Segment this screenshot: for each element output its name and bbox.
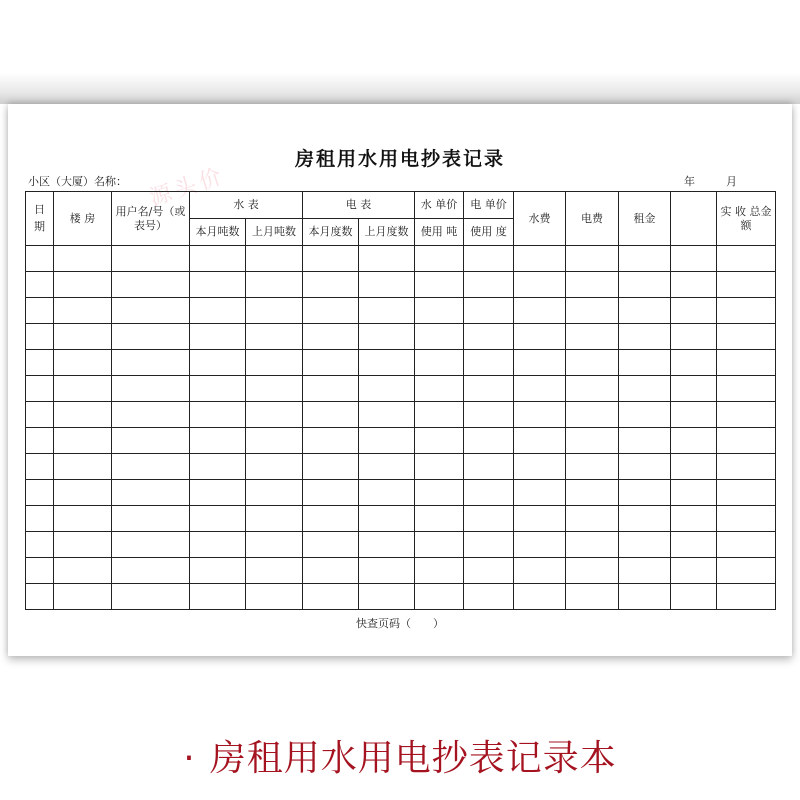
table-cell[interactable]	[26, 480, 54, 506]
table-cell[interactable]	[190, 298, 246, 324]
table-cell[interactable]	[671, 246, 717, 272]
table-row	[26, 272, 776, 298]
table-cell[interactable]	[303, 298, 359, 324]
table-cell[interactable]	[54, 584, 112, 610]
table-cell[interactable]	[464, 506, 514, 532]
table-cell[interactable]	[26, 272, 54, 298]
table-cell[interactable]	[112, 480, 190, 506]
table-cell[interactable]	[112, 298, 190, 324]
header-electric-meter: 电 表	[303, 192, 415, 219]
table-cell[interactable]	[464, 480, 514, 506]
table-cell[interactable]	[619, 376, 671, 402]
table-row	[26, 324, 776, 350]
table-cell[interactable]	[671, 428, 717, 454]
table-cell[interactable]	[190, 506, 246, 532]
table-cell[interactable]	[717, 532, 776, 558]
header-water-meter: 水 表	[190, 192, 303, 219]
header-total: 实 收 总金额	[717, 192, 776, 246]
watermark: 源头价	[146, 163, 229, 212]
table-cell[interactable]	[190, 532, 246, 558]
table-cell[interactable]	[671, 584, 717, 610]
table-cell[interactable]	[415, 584, 464, 610]
table-cell[interactable]	[514, 376, 566, 402]
table-cell[interactable]	[112, 272, 190, 298]
table-cell[interactable]	[190, 402, 246, 428]
table-cell[interactable]	[190, 376, 246, 402]
table-cell[interactable]	[619, 480, 671, 506]
table-cell[interactable]	[112, 428, 190, 454]
table-cell[interactable]	[619, 246, 671, 272]
table-cell[interactable]	[26, 454, 54, 480]
background-top	[0, 0, 800, 104]
table-cell[interactable]	[671, 350, 717, 376]
table-cell[interactable]	[303, 584, 359, 610]
ledger-sheet	[8, 104, 792, 656]
table-cell[interactable]	[246, 324, 303, 350]
year-label: 年	[684, 175, 695, 188]
table-cell[interactable]	[26, 324, 54, 350]
table-cell[interactable]	[717, 584, 776, 610]
table-cell[interactable]	[514, 428, 566, 454]
ledger-body	[26, 246, 776, 610]
table-cell[interactable]	[514, 324, 566, 350]
table-cell[interactable]	[359, 584, 415, 610]
table-cell[interactable]	[54, 272, 112, 298]
table-cell[interactable]	[671, 506, 717, 532]
table-cell[interactable]	[359, 428, 415, 454]
table-cell[interactable]	[671, 402, 717, 428]
table-cell[interactable]	[619, 558, 671, 584]
table-cell[interactable]	[303, 324, 359, 350]
header-elec-last-month: 上月度数	[359, 219, 415, 246]
table-row	[26, 298, 776, 324]
table-row	[26, 454, 776, 480]
table-cell[interactable]	[464, 428, 514, 454]
table-cell[interactable]	[464, 298, 514, 324]
table-cell[interactable]	[26, 428, 54, 454]
table-cell[interactable]	[26, 402, 54, 428]
table-cell[interactable]	[619, 350, 671, 376]
table-cell[interactable]	[303, 350, 359, 376]
table-cell[interactable]	[54, 376, 112, 402]
table-row	[26, 402, 776, 428]
table-cell[interactable]	[26, 584, 54, 610]
table-cell[interactable]	[359, 246, 415, 272]
table-cell[interactable]	[112, 454, 190, 480]
table-cell[interactable]	[566, 584, 619, 610]
table-cell[interactable]	[619, 454, 671, 480]
table-cell[interactable]	[514, 298, 566, 324]
table-cell[interactable]	[415, 376, 464, 402]
header-date: 日期	[26, 192, 54, 246]
table-cell[interactable]	[359, 532, 415, 558]
caption-text: 房租用水用电抄表记录本	[209, 738, 617, 779]
table-cell[interactable]	[54, 324, 112, 350]
table-cell[interactable]	[671, 324, 717, 350]
table-cell[interactable]	[190, 558, 246, 584]
table-cell[interactable]	[514, 454, 566, 480]
product-caption	[0, 730, 800, 781]
table-cell[interactable]	[246, 480, 303, 506]
table-cell[interactable]	[415, 558, 464, 584]
table-cell[interactable]	[190, 584, 246, 610]
table-cell[interactable]	[246, 376, 303, 402]
table-cell[interactable]	[671, 480, 717, 506]
table-cell[interactable]	[514, 532, 566, 558]
table-cell[interactable]	[112, 558, 190, 584]
table-cell[interactable]	[415, 272, 464, 298]
table-cell[interactable]	[464, 532, 514, 558]
table-cell[interactable]	[717, 506, 776, 532]
table-cell[interactable]	[514, 402, 566, 428]
table-cell[interactable]	[717, 324, 776, 350]
table-cell[interactable]	[415, 402, 464, 428]
table-cell[interactable]	[415, 324, 464, 350]
table-cell[interactable]	[303, 402, 359, 428]
table-cell[interactable]	[717, 298, 776, 324]
table-cell[interactable]	[514, 480, 566, 506]
table-cell[interactable]	[246, 454, 303, 480]
table-cell[interactable]	[566, 246, 619, 272]
table-cell[interactable]	[671, 532, 717, 558]
table-cell[interactable]	[359, 324, 415, 350]
table-cell[interactable]	[54, 558, 112, 584]
table-cell[interactable]	[112, 376, 190, 402]
table-cell[interactable]	[514, 272, 566, 298]
table-cell[interactable]	[359, 350, 415, 376]
header-user-name: 用户名/号（或表号）	[112, 192, 190, 246]
table-cell[interactable]	[303, 558, 359, 584]
table-cell[interactable]	[190, 480, 246, 506]
table-cell[interactable]	[112, 350, 190, 376]
table-cell[interactable]	[464, 350, 514, 376]
table-cell[interactable]	[54, 350, 112, 376]
table-cell[interactable]	[303, 428, 359, 454]
table-cell[interactable]	[566, 324, 619, 350]
table-cell[interactable]	[415, 532, 464, 558]
table-cell[interactable]	[566, 428, 619, 454]
table-cell[interactable]	[54, 402, 112, 428]
table-cell[interactable]	[190, 428, 246, 454]
header-elec-price: 电 单价	[464, 192, 514, 219]
header-water-this-month: 本月吨数	[190, 219, 246, 246]
table-cell[interactable]	[514, 350, 566, 376]
table-cell[interactable]	[717, 246, 776, 272]
table-cell[interactable]	[566, 558, 619, 584]
table-cell[interactable]	[112, 532, 190, 558]
table-cell[interactable]	[112, 506, 190, 532]
table-cell[interactable]	[464, 246, 514, 272]
table-cell[interactable]	[303, 506, 359, 532]
table-cell[interactable]	[112, 246, 190, 272]
table-cell[interactable]	[566, 402, 619, 428]
table-cell[interactable]	[415, 298, 464, 324]
table-cell[interactable]	[415, 246, 464, 272]
caption-bullet: ·	[183, 738, 196, 779]
header-elec-used: 使用 度	[464, 219, 514, 246]
table-cell[interactable]	[671, 376, 717, 402]
table-cell[interactable]	[671, 298, 717, 324]
table-cell[interactable]	[514, 584, 566, 610]
table-cell[interactable]	[359, 402, 415, 428]
table-cell[interactable]	[514, 246, 566, 272]
table-cell[interactable]	[112, 324, 190, 350]
table-cell[interactable]	[619, 324, 671, 350]
table-cell[interactable]	[566, 532, 619, 558]
table-cell[interactable]	[246, 246, 303, 272]
table-cell[interactable]	[717, 454, 776, 480]
table-cell[interactable]	[619, 506, 671, 532]
table-cell[interactable]	[303, 246, 359, 272]
header-water-price: 水 单价	[415, 192, 464, 219]
table-cell[interactable]	[415, 506, 464, 532]
table-cell[interactable]	[26, 506, 54, 532]
table-cell[interactable]	[415, 350, 464, 376]
header-blank	[671, 192, 717, 246]
table-cell[interactable]	[619, 298, 671, 324]
header-elec-fee: 电费	[566, 192, 619, 246]
meter-record-table	[25, 191, 776, 610]
table-cell[interactable]	[26, 558, 54, 584]
table-cell[interactable]	[54, 246, 112, 272]
table-cell[interactable]	[464, 376, 514, 402]
table-cell[interactable]	[190, 272, 246, 298]
table-cell[interactable]	[246, 428, 303, 454]
table-cell[interactable]	[359, 376, 415, 402]
table-cell[interactable]	[566, 350, 619, 376]
header-row-1	[26, 192, 776, 219]
table-row	[26, 532, 776, 558]
table-cell[interactable]	[415, 454, 464, 480]
table-cell[interactable]	[359, 506, 415, 532]
table-cell[interactable]	[464, 584, 514, 610]
table-row	[26, 558, 776, 584]
table-cell[interactable]	[246, 532, 303, 558]
page-check-label: 快查页码（ ）	[356, 617, 444, 630]
table-row	[26, 350, 776, 376]
table-cell[interactable]	[54, 298, 112, 324]
table-row	[26, 480, 776, 506]
table-cell[interactable]	[54, 480, 112, 506]
table-cell[interactable]	[619, 428, 671, 454]
table-cell[interactable]	[54, 454, 112, 480]
table-cell[interactable]	[464, 454, 514, 480]
table-cell[interactable]	[303, 272, 359, 298]
table-cell[interactable]	[717, 428, 776, 454]
header-elec-this-month: 本月度数	[303, 219, 359, 246]
table-cell[interactable]	[26, 246, 54, 272]
table-cell[interactable]	[671, 454, 717, 480]
form-title: 房租用水用电抄表记录	[294, 148, 505, 170]
table-cell[interactable]	[190, 454, 246, 480]
table-cell[interactable]	[26, 350, 54, 376]
table-cell[interactable]	[464, 558, 514, 584]
table-cell[interactable]	[26, 532, 54, 558]
header-water-last-month: 上月吨数	[246, 219, 303, 246]
table-cell[interactable]	[415, 480, 464, 506]
table-row	[26, 428, 776, 454]
table-cell[interactable]	[246, 350, 303, 376]
table-cell[interactable]	[717, 272, 776, 298]
table-cell[interactable]	[246, 584, 303, 610]
table-cell[interactable]	[303, 532, 359, 558]
table-cell[interactable]	[671, 558, 717, 584]
table-cell[interactable]	[464, 324, 514, 350]
table-cell[interactable]	[54, 428, 112, 454]
table-cell[interactable]	[566, 506, 619, 532]
table-cell[interactable]	[303, 376, 359, 402]
header-building: 楼 房	[54, 192, 112, 246]
month-label: 月	[726, 175, 737, 188]
table-cell[interactable]	[246, 272, 303, 298]
table-cell[interactable]	[717, 376, 776, 402]
table-cell[interactable]	[717, 558, 776, 584]
community-name-label: 小区（大厦）名称：	[28, 175, 127, 188]
table-cell[interactable]	[54, 506, 112, 532]
table-cell[interactable]	[303, 480, 359, 506]
table-cell[interactable]	[566, 480, 619, 506]
table-cell[interactable]	[566, 272, 619, 298]
table-cell[interactable]	[54, 532, 112, 558]
table-cell[interactable]	[190, 350, 246, 376]
table-cell[interactable]	[717, 350, 776, 376]
table-row	[26, 376, 776, 402]
table-cell[interactable]	[671, 272, 717, 298]
table-cell[interactable]	[26, 298, 54, 324]
table-cell[interactable]	[619, 272, 671, 298]
table-cell[interactable]	[359, 558, 415, 584]
table-cell[interactable]	[303, 454, 359, 480]
table-cell[interactable]	[26, 376, 54, 402]
table-cell[interactable]	[359, 298, 415, 324]
table-cell[interactable]	[514, 558, 566, 584]
table-cell[interactable]	[566, 298, 619, 324]
header-water-fee: 水费	[514, 192, 566, 246]
table-cell[interactable]	[359, 454, 415, 480]
table-cell[interactable]	[359, 480, 415, 506]
table-row	[26, 584, 776, 610]
table-cell[interactable]	[112, 584, 190, 610]
table-cell[interactable]	[190, 246, 246, 272]
table-cell[interactable]	[619, 532, 671, 558]
table-cell[interactable]	[415, 428, 464, 454]
table-cell[interactable]	[566, 376, 619, 402]
table-cell[interactable]	[246, 558, 303, 584]
table-cell[interactable]	[717, 480, 776, 506]
table-cell[interactable]	[359, 272, 415, 298]
header-water-used: 使用 吨	[415, 219, 464, 246]
table-cell[interactable]	[514, 506, 566, 532]
table-cell[interactable]	[566, 454, 619, 480]
table-cell[interactable]	[464, 402, 514, 428]
table-cell[interactable]	[464, 272, 514, 298]
table-cell[interactable]	[190, 324, 246, 350]
table-row	[26, 246, 776, 272]
header-rent: 租金	[619, 192, 671, 246]
table-cell[interactable]	[619, 402, 671, 428]
table-cell[interactable]	[619, 584, 671, 610]
table-cell[interactable]	[717, 402, 776, 428]
table-cell[interactable]	[112, 402, 190, 428]
table-cell[interactable]	[246, 506, 303, 532]
table-cell[interactable]	[246, 298, 303, 324]
table-row	[26, 506, 776, 532]
table-cell[interactable]	[246, 402, 303, 428]
